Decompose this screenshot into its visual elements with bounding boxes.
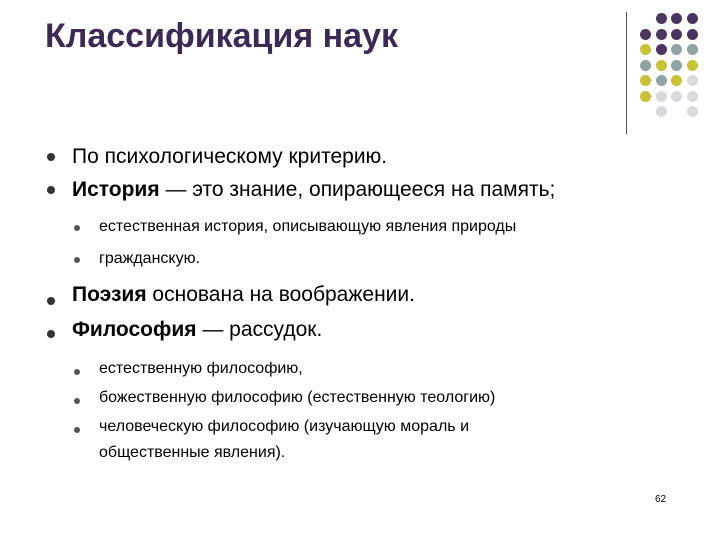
bullet-marker bbox=[47, 186, 55, 194]
sub-list-item bbox=[99, 358, 303, 380]
list-item bbox=[72, 144, 387, 170]
bullet-marker bbox=[47, 330, 55, 338]
sub-bullet-marker bbox=[74, 427, 80, 433]
page-number: 62 bbox=[655, 494, 667, 505]
bullet-marker bbox=[47, 297, 55, 305]
sub-list-item bbox=[99, 216, 516, 238]
term-history: История bbox=[72, 178, 160, 201]
list-item-text: — это знание, опирающееся на память; bbox=[159, 178, 556, 201]
bullet-marker bbox=[47, 153, 55, 161]
sub-list-item bbox=[99, 416, 469, 438]
sub-list-item-text: общественные явления). bbox=[99, 444, 286, 461]
sub-list-item bbox=[99, 248, 200, 270]
term-poetry: Поэзия bbox=[72, 283, 147, 306]
sub-list-item-text: гражданскую. bbox=[99, 250, 201, 267]
sub-list-item-text: божественную философию (естественную теологию) bbox=[99, 389, 496, 406]
sub-bullet-marker bbox=[74, 398, 80, 404]
sub-bullet-marker bbox=[74, 369, 80, 375]
sub-list-item-text: естественная история, описывающую явления природы bbox=[99, 218, 517, 235]
list-item-text: По психологическому критерию. bbox=[72, 145, 388, 168]
list-item bbox=[72, 282, 415, 308]
term-philosophy: Философия bbox=[72, 318, 197, 341]
sub-list-item-text: естественную философию, bbox=[99, 360, 303, 377]
sub-bullet-marker bbox=[74, 225, 80, 231]
list-item bbox=[72, 177, 555, 203]
list-item bbox=[72, 317, 322, 343]
slide-title: Классификация наук bbox=[45, 17, 399, 55]
list-item-text: основана на воображении. bbox=[146, 283, 415, 306]
sub-list-item bbox=[99, 387, 495, 409]
sub-bullet-marker bbox=[74, 257, 80, 263]
list-item-text: — рассудок. bbox=[196, 318, 323, 341]
sub-list-item-text: человеческую философию (изучающую мораль и bbox=[99, 418, 469, 435]
sub-list-item-continuation bbox=[99, 442, 285, 464]
